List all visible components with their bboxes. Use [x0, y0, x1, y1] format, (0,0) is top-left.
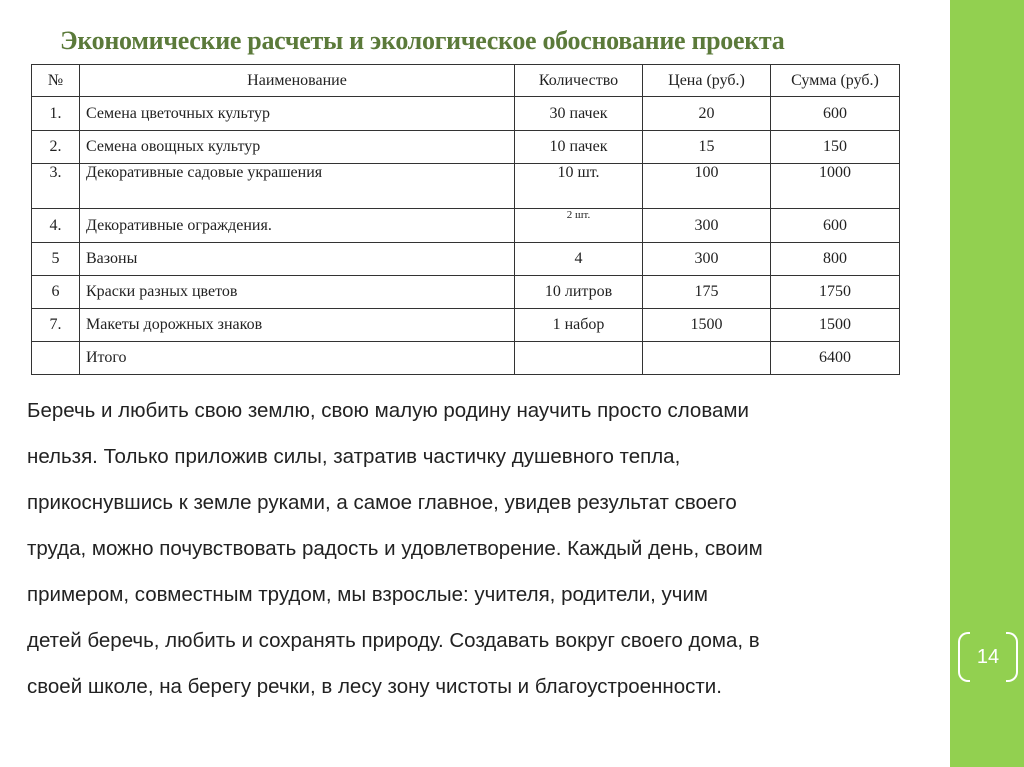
- header-num: №: [32, 65, 80, 97]
- table-row: [32, 131, 900, 164]
- page-number-label: 14: [976, 646, 1000, 668]
- header-price: Цена (руб.): [643, 65, 771, 97]
- cell-name: Семена цветочных культур: [80, 97, 515, 131]
- cell-name: Вазоны: [80, 243, 515, 276]
- cell-num: 4.: [32, 209, 80, 243]
- cell-price: 300: [643, 243, 771, 276]
- total-sum: 6400: [771, 342, 900, 375]
- cell-qty: 2 шт.: [515, 209, 643, 243]
- cell-num: 1.: [32, 97, 80, 131]
- cell-sum: 150: [771, 131, 900, 164]
- header-sum: Сумма (руб.): [771, 65, 900, 97]
- cell-price: 175: [643, 276, 771, 309]
- table-row: [32, 97, 900, 131]
- cell-sum: 600: [771, 209, 900, 243]
- cell-price: 100: [643, 164, 771, 209]
- cell-name: Декоративные ограждения.: [80, 209, 515, 243]
- table-row: [32, 243, 900, 276]
- slide-title: Экономические расчеты и экологическое обоснование проекта: [60, 26, 785, 55]
- cell-sum: 800: [771, 243, 900, 276]
- left-brace-icon: [958, 632, 970, 682]
- cell-name: Декоративные садовые украшения: [80, 164, 515, 209]
- cell-qty: 10 пачек: [515, 131, 643, 164]
- header-name: Наименование: [80, 65, 515, 97]
- table-header-row: [32, 65, 900, 97]
- table-total-row: [32, 342, 900, 375]
- table-row: [32, 309, 900, 342]
- cell-num: 2.: [32, 131, 80, 164]
- page-number: [958, 632, 1018, 682]
- cell-qty: 4: [515, 243, 643, 276]
- cell-qty: 1 набор: [515, 309, 643, 342]
- cell-price: 1500: [643, 309, 771, 342]
- cell-sum: 1500: [771, 309, 900, 342]
- cell-price-empty: [643, 342, 771, 375]
- cell-name: Семена овощных культур: [80, 131, 515, 164]
- cell-sum: 1000: [771, 164, 900, 209]
- table-row: [32, 209, 900, 243]
- body-paragraph: Беречь и любить свою землю, свою малую родину научить просто словами нельзя. Только приложив силы, затратив частичку душевного тепла, прикоснувшись к земле руками, а самое главное, увидев результат своего труда, можно почувствовать радость и удовлетворение. Каждый день, своим примером, совместным трудом, мы взрослые: учителя, родители, учим детей беречь, любить и сохранять природу. Создавать вокруг своего дома, в своей школе, на берегу речки, в лесу зону чистоты и благоустроенности.: [27, 399, 763, 698]
- right-brace-icon: [1006, 632, 1018, 682]
- cell-sum: 1750: [771, 276, 900, 309]
- header-qty: Количество: [515, 65, 643, 97]
- cell-sum: 600: [771, 97, 900, 131]
- cell-qty-empty: [515, 342, 643, 375]
- cell-num: 6: [32, 276, 80, 309]
- cell-num: 3.: [32, 164, 80, 209]
- cost-table: [31, 64, 900, 375]
- total-label: Итого: [80, 342, 515, 375]
- cell-num-empty: [32, 342, 80, 375]
- table-row: [32, 164, 900, 209]
- cell-num: 5: [32, 243, 80, 276]
- cell-qty: 10 литров: [515, 276, 643, 309]
- cell-num: 7.: [32, 309, 80, 342]
- cell-qty: 10 шт.: [515, 164, 643, 209]
- cell-qty: 30 пачек: [515, 97, 643, 131]
- cell-price: 300: [643, 209, 771, 243]
- cell-price: 20: [643, 97, 771, 131]
- cell-name: Краски разных цветов: [80, 276, 515, 309]
- cell-price: 15: [643, 131, 771, 164]
- table-row: [32, 276, 900, 309]
- cell-name: Макеты дорожных знаков: [80, 309, 515, 342]
